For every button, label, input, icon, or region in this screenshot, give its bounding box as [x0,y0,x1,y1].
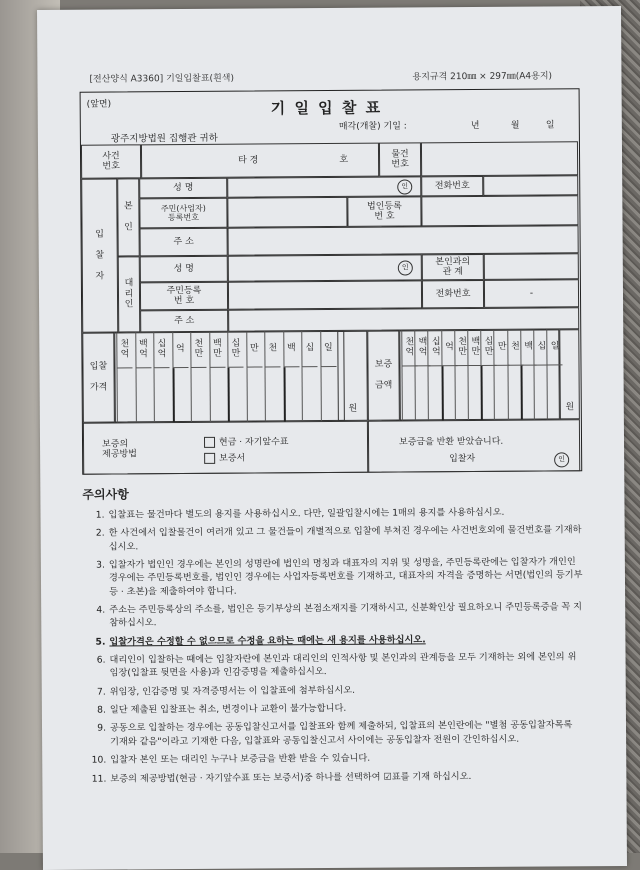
bidder-sign-label: 입찰자 [449,454,476,465]
digit-header: 천 억 [401,330,417,366]
front-label: (앞면) [86,99,112,110]
digit-header: 만 [494,330,510,366]
digit-header: 백 억 [414,330,430,366]
digit-header: 백 만 [467,330,483,366]
bid-digit-headers [81,89,579,92]
bidder-seal-icon: 인 [554,452,569,467]
digit-header: 천 [507,330,523,366]
digit-header: 십 억 [428,330,444,366]
method-bond-label: 보증서 [219,453,246,464]
notes-list [82,505,584,785]
phone-dash: - [529,288,534,299]
digit-column [441,366,443,420]
notes-section [82,476,584,790]
principal-address-field[interactable] [228,225,579,255]
phone-label: 전화번호 [421,176,483,196]
agent-name-label: 성 명 [140,256,228,283]
corp-reg-label: 법인등록 번 호 [347,196,421,227]
digit-header: 십 만 [480,330,496,366]
sale-date-label: 매각(개찰) 기일 : [338,121,407,132]
bond-checkbox[interactable] [204,453,215,464]
digit-header: 백 [520,330,536,366]
corp-reg-field[interactable] [421,195,578,226]
returned-text: 보증금을 반환 받았습니다. [398,436,504,448]
address-label: 주 소 [140,228,228,257]
deposit-digit-headers [81,89,579,92]
digit-header: 천 억 [116,332,132,368]
agent-phone-label: 전화번호 [422,280,484,308]
bid-price-label: 입찰 가격 [82,333,115,423]
method-bond-option[interactable] [204,453,245,465]
note-item: 9. 공동으로 입찰하는 경우에는 공동입찰신고서를 입찰표와 함께 제출하되, 입찰표의 본인란에는 "별첨 공동입찰자목록 기재와 같음"이라고 기재한 다음, 입찰표와 공동입찰신고서 사이에는 공동입찰자 전원이 간인하십시오. [97,719,573,748]
agent-name-field[interactable] [228,254,422,281]
note-item: 4. 주소는 주민등록상의 주소를, 법인은 등기부상의 본점소재지를 기재하시고, 신분확인상 필요하오니 주민등록증을 꼭 지참하십시오. [96,601,583,629]
digit-column [172,368,174,422]
digit-header: 십 [533,329,549,365]
deposit-method-label: 보증의 제공방법 [102,439,137,460]
principal-label: 본 인 [117,178,140,256]
item-number-field[interactable] [421,141,578,176]
digit-header: 십 억 [153,332,169,368]
digit-header: 억 [441,330,457,366]
cash-checkbox[interactable] [204,437,215,448]
court-name: 광주지방법원 집행관 귀하 [110,132,218,145]
digit-header: 일 [320,331,336,367]
notes-title: 주의사항 [82,487,129,502]
agent-address-field[interactable] [228,307,579,331]
case-number-field[interactable] [141,143,379,179]
note-item: 8. 일단 제출된 입찰표는 취소, 변경이나 교환이 불가능합니다. [97,703,347,716]
digit-header: 십 [301,331,317,367]
note-item: 11. 보증의 제공방법(현금 · 자기앞수표 또는 보증서)중 하나를 선택하여 ☑표를 기재 하십시오. [91,770,472,785]
digit-header: 백 [283,331,299,367]
note-item: 3. 입찰자가 법인인 경우에는 본인의 성명란에 법인의 명칭과 대표자의 지위 및 성명을, 주민등록란에는 입찰자가 개인인 경우에는 주민등록번호를, 법인인 경우에는 사업자등록번호를 기재하고, 대표자의 자격을 증명하는 서면(법인의 등기부 등 · 초본)을 제출하여야 합니다. [96,556,583,598]
agent-label: 대 리 인 [118,256,141,332]
case-number-label: 사건 번호 [81,144,141,178]
deposit-won-label: 원 [559,329,580,419]
agent-resident-label: 주민등록 번 호 [140,282,228,311]
agent-seal-icon: 인 [398,260,413,275]
digit-header: 억 [172,332,188,368]
date-day: 일 [545,120,555,131]
paper-size: 용지규격 210㎜ × 297㎜(A4용지) [412,71,553,83]
bid-form-paper [37,6,627,870]
note-item: 6. 대리인이 입찰하는 때에는 입찰자란에 본인과 대리인의 인적사항 및 본인과의 관계등을 모두 기재하는 외에 본인의 위임장(입찰표 뒷면을 사용)과 인감증명을 제출하십시오. [96,651,577,679]
principal-name-field[interactable] [227,176,421,197]
principal-phone-field[interactable] [483,175,578,196]
form-code: [전산양식 A3360] 기일입찰표(흰색) [89,73,234,85]
digit-column [481,366,483,420]
bid-form-table [80,88,583,474]
item-number-label: 물건 번호 [379,142,421,176]
note-item: 5. 입찰가격은 수정할 수 없으므로 수정을 요하는 때에는 새 용지를 사용하십시오. [95,634,426,648]
note-item: 10. 입찰자 본인 또는 대리인 누구나 보증금을 반환 받을 수 있습니다. [91,752,371,766]
method-cash-label: 현금 · 자기앞수표 [218,437,289,448]
digit-column [520,366,522,420]
digit-header: 일 [546,329,562,365]
relation-label: 본인과의 관 계 [422,254,484,280]
agent-phone-field[interactable] [484,279,579,308]
note-item: 7. 위임장, 인감증명 및 자격증명서는 이 입찰표에 첨부하십시오. [96,684,356,698]
date-month: 월 [510,120,520,131]
digit-header: 천 만 [454,330,470,366]
agent-address-label: 주 소 [140,310,228,333]
agent-resident-field[interactable] [228,280,422,309]
case-suffix: 호 [339,154,349,165]
seal-icon: 인 [397,179,412,194]
digit-header: 만 [246,331,262,367]
digit-column [283,367,285,421]
digit-header: 천 만 [190,332,206,368]
relation-field[interactable] [484,253,579,280]
return-confirm-box [368,419,580,472]
name-label: 성 명 [139,178,227,199]
form-title: 기 일 입 찰 표 [270,98,383,118]
date-year: 년 [470,120,480,132]
deposit-method-box [83,421,368,475]
bidder-label: 입 찰 자 [81,178,118,332]
note-item: 1. 입찰표는 물건마다 별도의 용지를 사용하십시오. 다만, 일괄입찰시에는 1매의 용지를 사용하십시오. [95,506,505,521]
resident-biz-label: 주민(사업자) 등록번호 [139,198,227,229]
digit-header: 십 만 [227,332,243,368]
case-prefix: 타 경 [238,155,259,166]
digit-header: 백 억 [135,332,151,368]
digit-header: 백 만 [209,332,225,368]
digit-column [228,368,230,422]
note-item: 2. 한 사건에서 입찰물건이 여러개 있고 그 물건들이 개별적으로 입찰에 부쳐진 경우에는 사건번호외에 물건번호를 기재하십시오. [95,524,582,553]
resident-biz-field[interactable] [227,197,347,228]
bid-won-label: 원 [337,331,368,421]
method-cash-option[interactable] [204,436,289,448]
digit-header: 천 [264,331,280,367]
deposit-label: 보증 금액 [367,331,400,421]
